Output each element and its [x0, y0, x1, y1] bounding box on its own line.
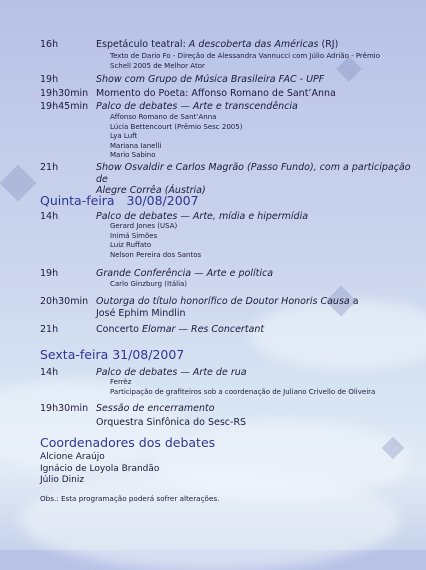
- day-heading: Sexta-feira 31/08/2007: [40, 347, 185, 362]
- event-note: Ferrèz: [110, 378, 132, 386]
- event-time: 21h: [40, 162, 59, 173]
- event-note: Inimá Simões: [110, 231, 158, 240]
- event-time: 20h30min: [40, 296, 89, 307]
- event-notes: [110, 52, 410, 71]
- event-title-italic: Palco de debates — Arte de rua: [96, 367, 247, 378]
- event-note: Participação de grafiteiros sob a coordenação de Juliano Crivello de Oliveira: [110, 387, 376, 396]
- event-title-part: a: [349, 296, 359, 307]
- event-time: 16h: [40, 39, 59, 50]
- coordinator-name: Alcione Araújo: [40, 452, 105, 462]
- event-time: 19h30min: [40, 88, 89, 99]
- event-title: [96, 162, 414, 197]
- event-title-part: Espetáculo teatral:: [96, 39, 189, 50]
- event-title-italic: Show com Grupo de Música Brasileira FAC - UPF: [96, 74, 325, 85]
- event-title-italic: Show Osvaldir e Carlos Magrão (Passo Fundo), com a participação de: [96, 162, 411, 185]
- event-time: 19h: [40, 268, 59, 279]
- event-notes: [110, 280, 410, 290]
- event-title-italic: Grande Conferência — Arte e política: [96, 268, 274, 279]
- event-title-part: Concerto: [96, 324, 142, 335]
- event-time: 14h: [40, 367, 59, 378]
- event-note: Texto de Dario Fo - Direção de Alessandra Vannucci com Júlio Adrião - Prêmio: [110, 52, 381, 60]
- event-notes: [110, 113, 410, 161]
- footnote: Obs.: Esta programação poderá sofrer alterações.: [40, 494, 220, 503]
- event-title-line: Orquestra Sinfônica do Sesc-RS: [96, 416, 247, 428]
- coordinators-heading: Coordenadores dos debates: [40, 435, 216, 450]
- event-note: Lúcia Bettencourt (Prêmio Sesc 2005): [110, 122, 243, 131]
- event-title-italic: Outorga do título honorífico de Doutor: [96, 296, 282, 307]
- event-notes: [110, 222, 410, 260]
- event-note: Affonso Romano de Sant’Anna: [110, 113, 217, 121]
- event-title-italic: Honoris Causa: [281, 296, 350, 307]
- event-title-italic: Alegre Corrêa (Áustria): [96, 185, 206, 196]
- coordinators-list: [40, 452, 159, 487]
- day-heading: Quinta-feira 30/08/2007: [40, 193, 199, 208]
- event-time: 19h30min: [40, 403, 89, 414]
- event-note: Mario Sabino: [110, 151, 156, 160]
- coordinator-name: Ignácio de Loyola Brandão: [40, 463, 160, 474]
- event-title: [96, 296, 414, 319]
- event-note: Schell 2005 de Melhor Ator: [110, 61, 205, 70]
- event-title-line: [96, 296, 414, 308]
- event-title-italic: Sessão de encerramento: [96, 403, 215, 414]
- event-notes: [110, 378, 410, 397]
- event-title: [96, 324, 414, 336]
- event-title-italic: Elomar — Res Concertant: [142, 324, 265, 335]
- event-title: [96, 403, 414, 428]
- event-title: Momento do Poeta: Affonso Romano de Sant’Anna: [96, 88, 336, 99]
- event-title: [96, 268, 414, 280]
- event-note: Nelson Pereira dos Santos: [110, 250, 202, 259]
- event-note: Lya Luft: [110, 132, 138, 141]
- event-title: [96, 211, 414, 223]
- event-title: [96, 367, 414, 379]
- event-title-italic: A descoberta das Américas: [188, 39, 319, 50]
- event-title: [96, 74, 414, 86]
- event-time: 14h: [40, 211, 59, 222]
- event-time: 21h: [40, 324, 59, 335]
- event-note: Mariana Ianelli: [110, 141, 162, 150]
- event-title-italic: Palco de debates — Arte, mídia e hipermídia: [96, 211, 309, 222]
- event-title: [96, 101, 414, 113]
- event-title-part: (RJ): [318, 39, 339, 50]
- event-time: 19h: [40, 74, 59, 85]
- star-decoration: [0, 165, 36, 202]
- event-note: Luiz Ruffato: [110, 241, 152, 250]
- event-title-line: José Ephim Mindlin: [96, 307, 186, 319]
- event-title: [96, 39, 414, 51]
- event-note: Carlo Ginzburg (Itália): [110, 280, 188, 288]
- event-time: 19h45min: [40, 101, 89, 112]
- event-title-italic: Palco de debates — Arte e transcendência: [96, 101, 298, 112]
- event-note: Gerard Jones (USA): [110, 222, 178, 230]
- coordinator-name: Júlio Diniz: [40, 475, 85, 485]
